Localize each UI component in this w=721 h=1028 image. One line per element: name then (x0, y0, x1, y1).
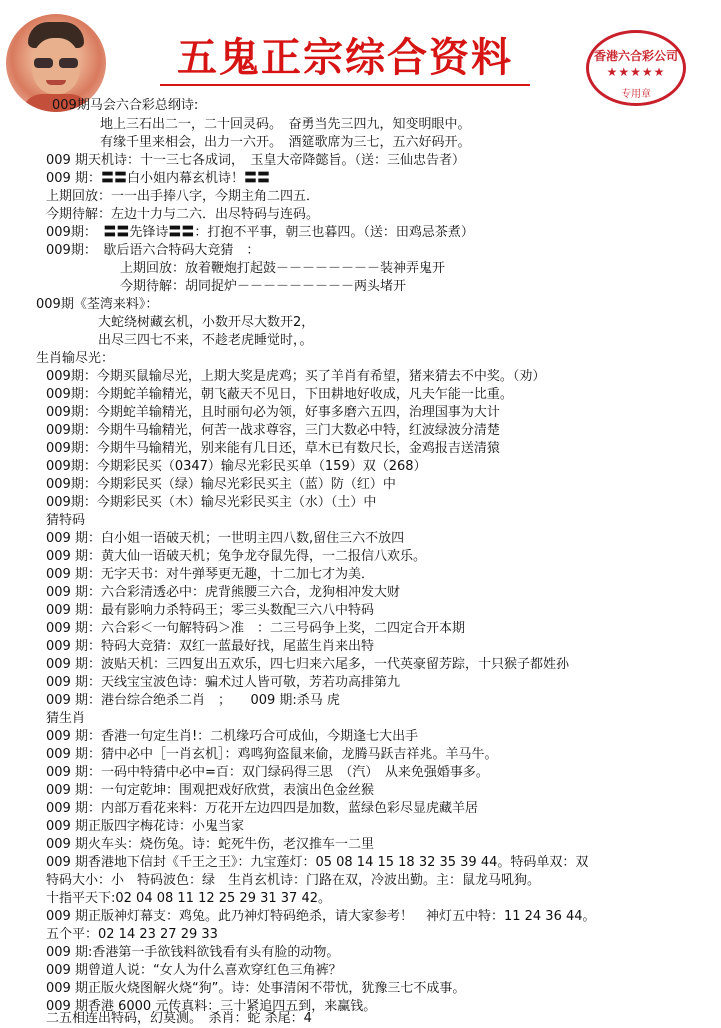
text-line: 009 期：内部万看花来料：万花开左边四四是加数，蓝绿色彩尽显虎藏羊居 (46, 801, 478, 816)
text-line: 有缘千里来相会，出力一六开。 酒筵歌席为三七，五六好码开。 (100, 135, 471, 150)
text-line: 009期：今期彩民买（绿）输尽光彩民买主（蓝）防（红）中 (46, 477, 396, 492)
text-line: 地上三石出二一，二十回灵码。 奋勇当先三四九，知变明眼中。 (100, 117, 471, 132)
text-line: 009 期：港台综合绝杀二肖 ； 009 期:杀马 虎 (46, 693, 340, 708)
section-heading: 猜生肖 (46, 711, 86, 726)
text-line: 009期：今期蛇羊输精光，且时丽句必为领，好事多磨六五四，治理国事为大计 (46, 405, 500, 420)
text-line: 009 期：特码大竞猜：双红一蓝最好找，尾蓝生肖来出特 (46, 639, 374, 654)
text-line: 上期回放：一一出手捧八字，今期主角二四五． (46, 189, 320, 204)
text-line: 009 期：无字天书：对牛弹琴更无趣，十二加七才为美． (46, 567, 374, 582)
text-line: 009期：今期彩民买（木）输尽光彩民买主（水）（土）中 (46, 495, 377, 510)
text-line: 特码大小：小 特码波色：绿 生肖玄机诗：门路在双，冷波出勤。主：鼠龙马吼狗。 (46, 873, 541, 888)
text-line: 009期：今期蛇羊输精光，朝飞蔽天不见日，下田耕地好收成，凡夫乍能一比重。 (46, 387, 513, 402)
text-line: 009期：今期牛马输精光，别来能有几日还，草木已有数尺长，金鸡报吉送清猿 (46, 441, 500, 456)
text-line: 009 期：香港一句定生肖!：二机缘巧合可成仙，今期逢七大出手 (46, 729, 419, 744)
seal-stars: ★★★★★ (606, 65, 666, 79)
text-line: 009 期：波贴天机：三四复出五欢乐，四七归来六尾多，一代英豪留芳踪，十只猴子都姓孙 (46, 657, 569, 672)
seal-company-name: 香港六合彩公司 (593, 49, 678, 63)
text-line: 009期： 歇后语六合特码大竞猜 ： (46, 243, 260, 258)
page-title: 五鬼正宗综合资料 (177, 34, 513, 81)
text-line: 009 期火车头：烧伤兔。诗：蛇死牛伤，老汉推车一二里 (46, 837, 374, 852)
text-line: 009 期：黄大仙一语破天机；兔争龙夺鼠先得，一二报信八欢乐。 (46, 549, 426, 564)
text-line: 009 期：猜中必中［一肖玄机］：鸡鸣狗盗鼠来偷，龙腾马跃吉祥兆。羊马牛。 (46, 747, 498, 762)
text-line: 009 期：最有影响力杀特码王；零三头数配三六八中特码 (46, 603, 374, 618)
text-line: 009期：今期彩民买（0347）输尽光彩民买单（159）双（268） (46, 459, 427, 474)
section-heading: 生肖输尽光： (36, 351, 115, 366)
text-line: 009期马会六合彩总纲诗: (52, 98, 199, 113)
text-line: 大蛇绕树藏玄机，小数开尽大数开2， (98, 315, 315, 330)
text-line: 009 期香港地下信封《千王之王》：九宝莲灯：05 08 14 15 18 32 35 39 44。特码单双：双 (46, 855, 589, 870)
text-line: 今期待解：左边十力与二六．出尽特码与连码。 (46, 207, 320, 222)
text-line: 上期回放：放着鞭炮打起鼓－－－－－－－－装神弄鬼开 (120, 261, 446, 276)
text-line: 009 期:香港第一手欲钱料欲钱看有头有脸的动物。 (46, 945, 340, 960)
section-heading: 猜特码 (46, 513, 86, 528)
text-line: 009 期：天线宝宝波色诗：骗术过人皆可敬，芳若功高排第九 (46, 675, 400, 690)
text-line: 009 期正版四字梅花诗：小鬼当家 (46, 819, 244, 834)
text-line: 出尽三四七不来，不趁老虎睡觉时，。 (98, 333, 313, 348)
text-line: 009 期：白小姐一语破天机；一世明主四八数,留住三六不放四 (46, 531, 405, 546)
text-line: 009期： 〓〓先锋诗〓〓：打抱不平事，朝三也暮四。（送：田鸡忌茶煮） (46, 225, 474, 240)
text-line: 009 期：一码中特猜中必中=百：双门绿码得三思 （汽） 从来免强婚事多。 (46, 765, 489, 780)
text-line: 十指平天下:02 04 08 11 12 25 29 31 37 42。 (46, 891, 331, 906)
text-line: 009 期正版神灯幕支：鸡兔。此乃神灯特码绝杀，请大家参考！ 神灯五中特：11 24 36 44。 (46, 909, 596, 924)
text-line: 009期：今期买鼠输尽光，上期大奖是虎鸡；买了羊肖有希望，猪来猜去不中奖。（劝） (46, 369, 546, 384)
text-line: 今期待解：胡同捉炉－－－－－－－－－两头堵开 (120, 279, 407, 294)
text-line: 009期：今期牛马输精光，何苦一战求尊容，三门大数必中特，红波绿波分清楚 (46, 423, 500, 438)
text-line: 009期《荃湾来料》： (36, 297, 159, 312)
company-seal-stamp (586, 30, 686, 106)
text-line: 009 期正版火烧图解火烧“狗”。诗：处事清闲不带忧，犹豫三七不成事。 (46, 981, 466, 996)
seal-label: 专用章 (621, 89, 651, 100)
text-line: 009 期：〓〓白小姐内幕玄机诗！〓〓 (46, 171, 270, 186)
text-line: 009 期天机诗：十一三七各成词， 玉皇大帝降懿旨。（送：三仙忠告者） (46, 153, 465, 168)
text-line: 009 期香港 6000 元传真料：三十紧追四五到，来赢钱。 (46, 999, 377, 1014)
text-line: 二五相连出特码，幻莫测。 杀肖：蛇 杀尾：4 (46, 1011, 312, 1026)
text-line: 009 期：六合彩清透必中：虎背熊腰三六合，龙狗相冲发大财 (46, 585, 400, 600)
text-line: 009 期：一句定乾坤：围观把戏好欣赏，表演出色金丝猴 (46, 783, 374, 798)
title-underline (160, 84, 530, 86)
text-line: 009 期曾道人说：“女人为什么喜欢穿红色三角裤？ (46, 963, 342, 978)
text-line: 009 期：六合彩＜一句解特码＞准 ：二三号码争上奖，二四定合开本期 (46, 621, 465, 636)
text-line: 五个平：02 14 23 27 29 33 (46, 927, 218, 942)
